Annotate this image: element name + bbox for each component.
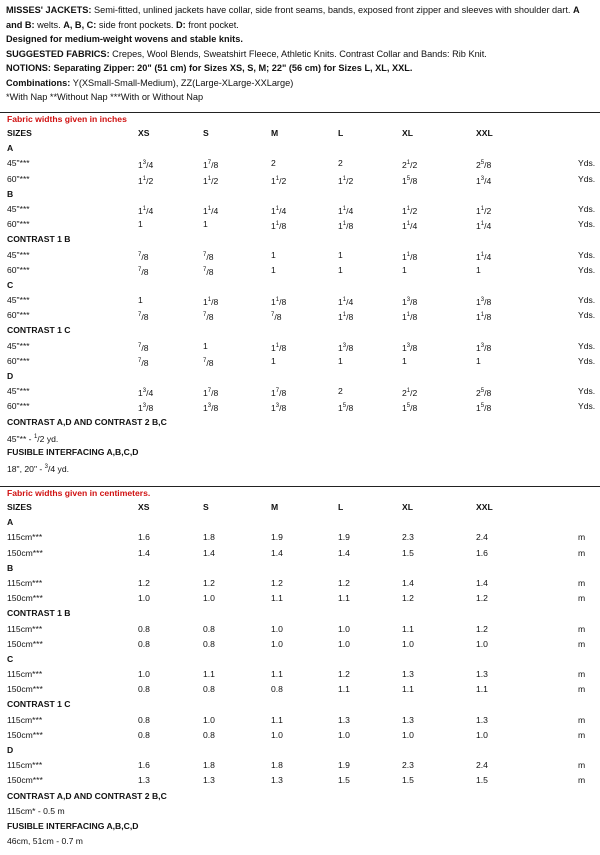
suggested-fabrics xyxy=(6,47,596,62)
amount-cell: $1^3/4$ xyxy=(138,388,154,399)
amount-cell: $1^5/8$ xyxy=(338,403,354,414)
amount-cell: $1^1/2$ xyxy=(138,175,154,186)
combinations-text: Y(XSmall-Small-Medium), ZZ(Large-XLarge-XXLarge) xyxy=(70,77,294,88)
unit-label: Yds. xyxy=(578,310,596,321)
amount-cell: $1^7/8$ xyxy=(203,160,219,171)
group-name: CONTRAST 1 B xyxy=(7,234,71,245)
contrast2-unit: yd. xyxy=(44,433,59,444)
fabric-width: 150cm*** xyxy=(7,638,43,649)
amount-cell: $1^3/8$ xyxy=(271,403,287,414)
fusible-unit: yd. xyxy=(55,463,70,474)
amount-cell: $1^3/4$ xyxy=(476,175,492,186)
view-group-label xyxy=(0,561,600,576)
amount-cell: 1 xyxy=(402,264,407,275)
amount-cell: 1.1 xyxy=(402,623,414,634)
fabric-width: 45"*** xyxy=(7,295,30,306)
group-name: B xyxy=(7,562,14,573)
unit-label: Yds. xyxy=(578,295,596,306)
fabric-width: 60"*** xyxy=(7,264,30,275)
amount-cell: $1^1/4$ xyxy=(271,205,287,216)
cm-body xyxy=(0,515,600,788)
amount-cell: $1^3/8$ xyxy=(203,403,219,414)
amount-cell: $1^3/8$ xyxy=(476,342,492,353)
amount-cell: $1^1/8$ xyxy=(476,312,492,323)
description-paragraph xyxy=(6,3,596,32)
table-row xyxy=(0,758,600,773)
amount-cell: $^7$/8 xyxy=(138,342,149,353)
unit-label: m xyxy=(578,577,586,588)
amount-cell: 0.8 xyxy=(203,638,215,649)
table-row xyxy=(0,591,600,606)
table-row xyxy=(0,354,600,369)
inches-heading: Fabric widths given in inches xyxy=(7,114,127,124)
amount-cell: 1.1 xyxy=(271,669,283,680)
nap-legend: *With Nap **Without Nap ***With or Without Nap xyxy=(6,92,204,102)
table-row xyxy=(0,682,600,697)
amount-cell: 2 xyxy=(338,158,343,169)
amount-cell: 1.5 xyxy=(402,775,414,786)
fabric-width: 115cm*** xyxy=(7,714,43,725)
contrast2-fraction: $^1$/2 xyxy=(33,433,45,444)
table-row xyxy=(0,172,600,187)
unit-label: Yds. xyxy=(578,264,596,275)
amount-cell: 1.4 xyxy=(476,577,488,588)
cm-fusible-label: FUSIBLE INTERFACING A,B,C,D xyxy=(7,820,139,831)
amount-cell: $^7$/8 xyxy=(138,266,149,277)
inches-fusible-value xyxy=(0,460,600,475)
amount-cell: 1.3 xyxy=(138,775,150,786)
view-group-label xyxy=(0,232,600,247)
amount-cell: $1^1/4$ xyxy=(338,296,354,307)
amount-cell: 1.0 xyxy=(271,623,283,634)
table-row xyxy=(0,713,600,728)
amount-cell: 1.3 xyxy=(271,775,283,786)
table-row xyxy=(0,576,600,591)
view-group-label xyxy=(0,652,600,667)
amount-cell: $1^1/8$ xyxy=(271,220,287,231)
amount-cell: 1.4 xyxy=(402,577,414,588)
amount-cell: $1^1/2$ xyxy=(476,205,492,216)
amount-cell: 1.4 xyxy=(203,547,215,558)
view-group-label xyxy=(0,278,600,293)
size-xxl: XXL xyxy=(476,502,493,512)
size-m: M xyxy=(271,502,279,512)
unit-label: m xyxy=(578,760,586,771)
size-xxl: XXL xyxy=(476,128,493,138)
amount-cell: 1.5 xyxy=(402,547,414,558)
inches-size-header xyxy=(0,126,600,141)
size-l: L xyxy=(338,128,344,138)
amount-cell: 1.8 xyxy=(203,760,215,771)
amount-cell: $1^3/8$ xyxy=(402,296,418,307)
group-name: CONTRAST 1 C xyxy=(7,325,71,336)
amount-cell: $1^1/8$ xyxy=(402,312,418,323)
amount-cell: 2.4 xyxy=(476,760,488,771)
amount-cell: $^7$/8 xyxy=(138,357,149,368)
view-abc-label: A, B, C: xyxy=(63,19,97,30)
amount-cell: $1^3/8$ xyxy=(138,403,154,414)
yardage-table-cm xyxy=(0,486,600,849)
amount-cell: 2.4 xyxy=(476,532,488,543)
cm-heading: Fabric widths given in centimeters. xyxy=(7,488,151,498)
amount-cell: $1^7/8$ xyxy=(271,388,287,399)
amount-cell: 1.2 xyxy=(138,577,150,588)
unit-label: m xyxy=(578,638,586,649)
amount-cell: 1 xyxy=(338,249,343,260)
size-xs: XS xyxy=(138,128,150,138)
view-group-label xyxy=(0,141,600,156)
view-abc-text: side front pockets. xyxy=(96,19,177,30)
amount-cell: 0.8 xyxy=(138,729,150,740)
amount-cell: $^7$/8 xyxy=(138,312,149,323)
combinations xyxy=(6,76,596,91)
amount-cell: $1^5/8$ xyxy=(402,175,418,186)
amount-cell: 0.8 xyxy=(138,714,150,725)
amount-cell: 1 xyxy=(338,355,343,366)
cm-contrast2-label: CONTRAST A,D AND CONTRAST 2 B,C xyxy=(7,790,167,801)
table-row xyxy=(0,384,600,399)
unit-label: Yds. xyxy=(578,219,596,230)
amount-cell: 1.0 xyxy=(402,638,414,649)
table-row xyxy=(0,773,600,788)
table-row xyxy=(0,156,600,171)
unit-label: Yds. xyxy=(578,386,596,397)
fabric-width: 45"*** xyxy=(7,203,30,214)
unit-label: m xyxy=(578,714,586,725)
amount-cell: 1.0 xyxy=(338,638,350,649)
unit-label: m xyxy=(578,623,586,634)
table-row xyxy=(0,202,600,217)
group-name: B xyxy=(7,188,14,199)
group-name: C xyxy=(7,279,14,290)
amount-cell: 1.0 xyxy=(338,729,350,740)
amount-cell: 0.8 xyxy=(203,684,215,695)
yardage-table-inches xyxy=(0,112,600,475)
fabric-width: 150cm*** xyxy=(7,775,43,786)
amount-cell: $^7$/8 xyxy=(271,312,282,323)
amount-cell: 1.8 xyxy=(203,532,215,543)
amount-cell: $1^1/8$ xyxy=(402,251,418,262)
size-s: S xyxy=(203,502,209,512)
group-name: CONTRAST 1 B xyxy=(7,608,71,619)
size-xs: XS xyxy=(138,502,150,512)
group-name: D xyxy=(7,371,14,381)
amount-cell: 2 xyxy=(271,158,276,169)
group-name: C xyxy=(7,653,14,664)
amount-cell: 1.3 xyxy=(402,714,414,725)
contrast2-width: 45"** - xyxy=(7,433,34,444)
amount-cell: $1^5/8$ xyxy=(402,403,418,414)
amount-cell: 1.9 xyxy=(271,532,283,543)
amount-cell: 0.8 xyxy=(203,623,215,634)
fabric-width: 150cm*** xyxy=(7,684,43,695)
unit-label: Yds. xyxy=(578,355,596,366)
amount-cell: $^7$/8 xyxy=(138,251,149,262)
table-row xyxy=(0,293,600,308)
amount-cell: $1^1/2$ xyxy=(271,175,287,186)
view-group-label xyxy=(0,369,600,384)
amount-cell: 1 xyxy=(338,264,343,275)
amount-cell: 1 xyxy=(138,295,143,306)
amount-cell: $1^1/8$ xyxy=(203,296,219,307)
amount-cell: $1^1/8$ xyxy=(271,342,287,353)
amount-cell: 0.8 xyxy=(138,684,150,695)
amount-cell: 1.1 xyxy=(338,684,350,695)
group-name: D xyxy=(7,745,14,755)
amount-cell: 1.3 xyxy=(402,669,414,680)
notions: NOTIONS: Separating Zipper: 20" (51 cm) for Sizes XS, S, M; 22" (56 cm) for Sizes L, XL, XXL. xyxy=(6,63,413,73)
group-name: A xyxy=(7,143,14,154)
amount-cell: $1^1/8$ xyxy=(271,296,287,307)
amount-cell: 1.8 xyxy=(271,760,283,771)
amount-cell: $1^1/4$ xyxy=(138,205,154,216)
amount-cell: 1.0 xyxy=(271,729,283,740)
table-row xyxy=(0,622,600,637)
inches-fusible-label: FUSIBLE INTERFACING A,B,C,D xyxy=(7,446,139,457)
amount-cell: $1^3/4$ xyxy=(138,160,154,171)
fabric-width: 45"*** xyxy=(7,340,30,351)
sizes-label: SIZES xyxy=(7,128,32,138)
size-xl: XL xyxy=(402,128,413,138)
table-row xyxy=(0,399,600,414)
amount-cell: 1.2 xyxy=(476,593,488,604)
view-d-label: D: xyxy=(176,19,186,30)
amount-cell: $1^1/4$ xyxy=(476,220,492,231)
jackets-text: Semi-fitted, unlined jackets have collar, side front seams, bands, exposed front zipper and sleeves with shoulder dart. xyxy=(91,5,573,15)
amount-cell: 1 xyxy=(271,264,276,275)
amount-cell: 1.1 xyxy=(203,669,215,680)
amount-cell: $2^1/2$ xyxy=(402,160,418,171)
amount-cell: $1^5/8$ xyxy=(476,403,492,414)
table-row xyxy=(0,248,600,263)
amount-cell: 1.5 xyxy=(476,775,488,786)
table-row xyxy=(0,217,600,232)
amount-cell: 1.3 xyxy=(476,714,488,725)
amount-cell: $1^1/2$ xyxy=(338,175,354,186)
designed-for: Designed for medium-weight wovens and stable knits. xyxy=(6,34,243,44)
table-row xyxy=(0,667,600,682)
table-row xyxy=(0,530,600,545)
amount-cell: $1^3/8$ xyxy=(338,342,354,353)
unit-label: Yds. xyxy=(578,158,596,169)
amount-cell: 1.2 xyxy=(338,577,350,588)
amount-cell: 1.3 xyxy=(338,714,350,725)
combinations-label: Combinations: xyxy=(6,77,71,88)
amount-cell: 1.0 xyxy=(138,669,150,680)
unit-label: m xyxy=(578,729,586,740)
unit-label: Yds. xyxy=(578,401,596,412)
fabric-width: 60"*** xyxy=(7,219,30,230)
group-name: CONTRAST 1 C xyxy=(7,699,71,710)
view-group-label xyxy=(0,323,600,338)
amount-cell: 1.6 xyxy=(138,532,150,543)
amount-cell: $2^1/2$ xyxy=(402,388,418,399)
jackets-label: MISSES' JACKETS: xyxy=(6,5,92,15)
unit-label: Yds. xyxy=(578,173,596,184)
table-row xyxy=(0,728,600,743)
amount-cell: 1 xyxy=(271,355,276,366)
fabric-width: 60"*** xyxy=(7,401,30,412)
fabric-width: 60"*** xyxy=(7,355,30,366)
unit-label: m xyxy=(578,547,586,558)
amount-cell: 1.0 xyxy=(138,593,150,604)
pattern-description xyxy=(6,3,596,105)
amount-cell: 1.3 xyxy=(476,669,488,680)
amount-cell: $2^5/8$ xyxy=(476,388,492,399)
fabric-width: 150cm*** xyxy=(7,729,43,740)
amount-cell: 2 xyxy=(338,386,343,397)
cm-contrast2-value: 115cm* - 0.5 m xyxy=(7,805,65,816)
amount-cell: $1^1/4$ xyxy=(203,205,219,216)
fabric-width: 45"*** xyxy=(7,386,30,397)
amount-cell: 1.2 xyxy=(476,623,488,634)
size-m: M xyxy=(271,128,279,138)
fabric-width: 150cm*** xyxy=(7,547,43,558)
inches-contrast2-value xyxy=(0,430,600,445)
amount-cell: 1 xyxy=(476,355,481,366)
amount-cell: $1^3/8$ xyxy=(402,342,418,353)
amount-cell: 1.6 xyxy=(138,760,150,771)
amount-cell: $1^1/4$ xyxy=(338,205,354,216)
amount-cell: 1.0 xyxy=(476,729,488,740)
view-group-label xyxy=(0,515,600,530)
amount-cell: 1.1 xyxy=(271,593,283,604)
amount-cell: 1.2 xyxy=(271,577,283,588)
amount-cell: 2.3 xyxy=(402,532,414,543)
unit-label: m xyxy=(578,684,586,695)
group-name: A xyxy=(7,517,14,528)
cm-fusible-value: 46cm, 51cm - 0.7 m xyxy=(7,836,83,847)
amount-cell: 1.0 xyxy=(203,714,215,725)
amount-cell: 2.3 xyxy=(402,760,414,771)
amount-cell: 1.1 xyxy=(476,684,488,695)
fabric-width: 115cm*** xyxy=(7,669,43,680)
table-row xyxy=(0,339,600,354)
unit-label: Yds. xyxy=(578,249,596,260)
amount-cell: 1.1 xyxy=(271,714,283,725)
unit-label: Yds. xyxy=(578,203,596,214)
table-row xyxy=(0,546,600,561)
fabric-width: 45"*** xyxy=(7,249,30,260)
fabric-width: 45"*** xyxy=(7,158,30,169)
size-xl: XL xyxy=(402,502,413,512)
view-ab-label: A and B: xyxy=(6,5,580,30)
amount-cell: $1^1/4$ xyxy=(402,220,418,231)
amount-cell: $1^1/8$ xyxy=(338,220,354,231)
fabric-width: 115cm*** xyxy=(7,760,43,771)
amount-cell: $2^5/8$ xyxy=(476,160,492,171)
amount-cell: 1.6 xyxy=(476,547,488,558)
amount-cell: 0.8 xyxy=(271,684,283,695)
unit-label: m xyxy=(578,775,586,786)
amount-cell: 1 xyxy=(138,219,143,230)
amount-cell: 1 xyxy=(203,219,208,230)
amount-cell: 0.8 xyxy=(203,729,215,740)
amount-cell: $^7$/8 xyxy=(203,357,214,368)
view-group-label xyxy=(0,697,600,712)
amount-cell: 0.8 xyxy=(138,623,150,634)
view-d-text: front pocket. xyxy=(185,19,239,30)
amount-cell: 1.4 xyxy=(338,547,350,558)
amount-cell: 1.4 xyxy=(271,547,283,558)
amount-cell: 1.1 xyxy=(402,684,414,695)
view-ab-text: welts. xyxy=(34,19,64,30)
amount-cell: 1.0 xyxy=(476,638,488,649)
unit-label: m xyxy=(578,669,586,680)
amount-cell: 1.0 xyxy=(203,593,215,604)
amount-cell: $1^1/2$ xyxy=(402,205,418,216)
amount-cell: 1.0 xyxy=(271,638,283,649)
amount-cell: 1 xyxy=(203,340,208,351)
fabric-width: 115cm*** xyxy=(7,623,43,634)
view-group-label xyxy=(0,187,600,202)
fabric-width: 150cm*** xyxy=(7,593,43,604)
amount-cell: $^7$/8 xyxy=(203,266,214,277)
amount-cell: 1.4 xyxy=(138,547,150,558)
unit-label: m xyxy=(578,593,586,604)
amount-cell: $^7$/8 xyxy=(203,312,214,323)
fabrics-label: SUGGESTED FABRICS: xyxy=(6,48,110,59)
amount-cell: $1^3/8$ xyxy=(476,296,492,307)
amount-cell: $1^1/8$ xyxy=(338,312,354,323)
unit-label: Yds. xyxy=(578,340,596,351)
cm-size-header xyxy=(0,500,600,515)
table-row xyxy=(0,637,600,652)
fusible-fraction: $^3$/4 xyxy=(44,463,56,474)
fabric-width: 115cm*** xyxy=(7,577,43,588)
fabric-width: 60"*** xyxy=(7,173,30,184)
amount-cell: $1^1/2$ xyxy=(203,175,219,186)
amount-cell: 1.0 xyxy=(402,729,414,740)
amount-cell: $^7$/8 xyxy=(203,251,214,262)
size-l: L xyxy=(338,502,344,512)
fabric-width: 115cm*** xyxy=(7,532,43,543)
amount-cell: 1.9 xyxy=(338,532,350,543)
size-s: S xyxy=(203,128,209,138)
amount-cell: 1 xyxy=(271,249,276,260)
amount-cell: 0.8 xyxy=(138,638,150,649)
fabrics-text: Crepes, Wool Blends, Sweatshirt Fleece, Athletic Knits. Contrast Collar and Bands: Rib Knit. xyxy=(109,48,487,59)
amount-cell: 1.2 xyxy=(402,593,414,604)
amount-cell: 1 xyxy=(476,264,481,275)
inches-contrast2-label: CONTRAST A,D AND CONTRAST 2 B,C xyxy=(7,416,167,427)
amount-cell: $1^7/8$ xyxy=(203,388,219,399)
amount-cell: 1.1 xyxy=(338,593,350,604)
sizes-label: SIZES xyxy=(7,502,32,512)
amount-cell: 1.0 xyxy=(338,623,350,634)
view-group-label xyxy=(0,606,600,621)
inches-body xyxy=(0,141,600,414)
view-group-label xyxy=(0,743,600,758)
table-row xyxy=(0,263,600,278)
amount-cell: 1.3 xyxy=(203,775,215,786)
amount-cell: $1^1/4$ xyxy=(476,251,492,262)
amount-cell: 1.5 xyxy=(338,775,350,786)
table-row xyxy=(0,308,600,323)
amount-cell: 1 xyxy=(402,355,407,366)
unit-label: m xyxy=(578,532,586,543)
amount-cell: 1.2 xyxy=(203,577,215,588)
amount-cell: 1.9 xyxy=(338,760,350,771)
fusible-width: 18", 20" - xyxy=(7,463,45,474)
fabric-width: 60"*** xyxy=(7,310,30,321)
amount-cell: 1.2 xyxy=(338,669,350,680)
